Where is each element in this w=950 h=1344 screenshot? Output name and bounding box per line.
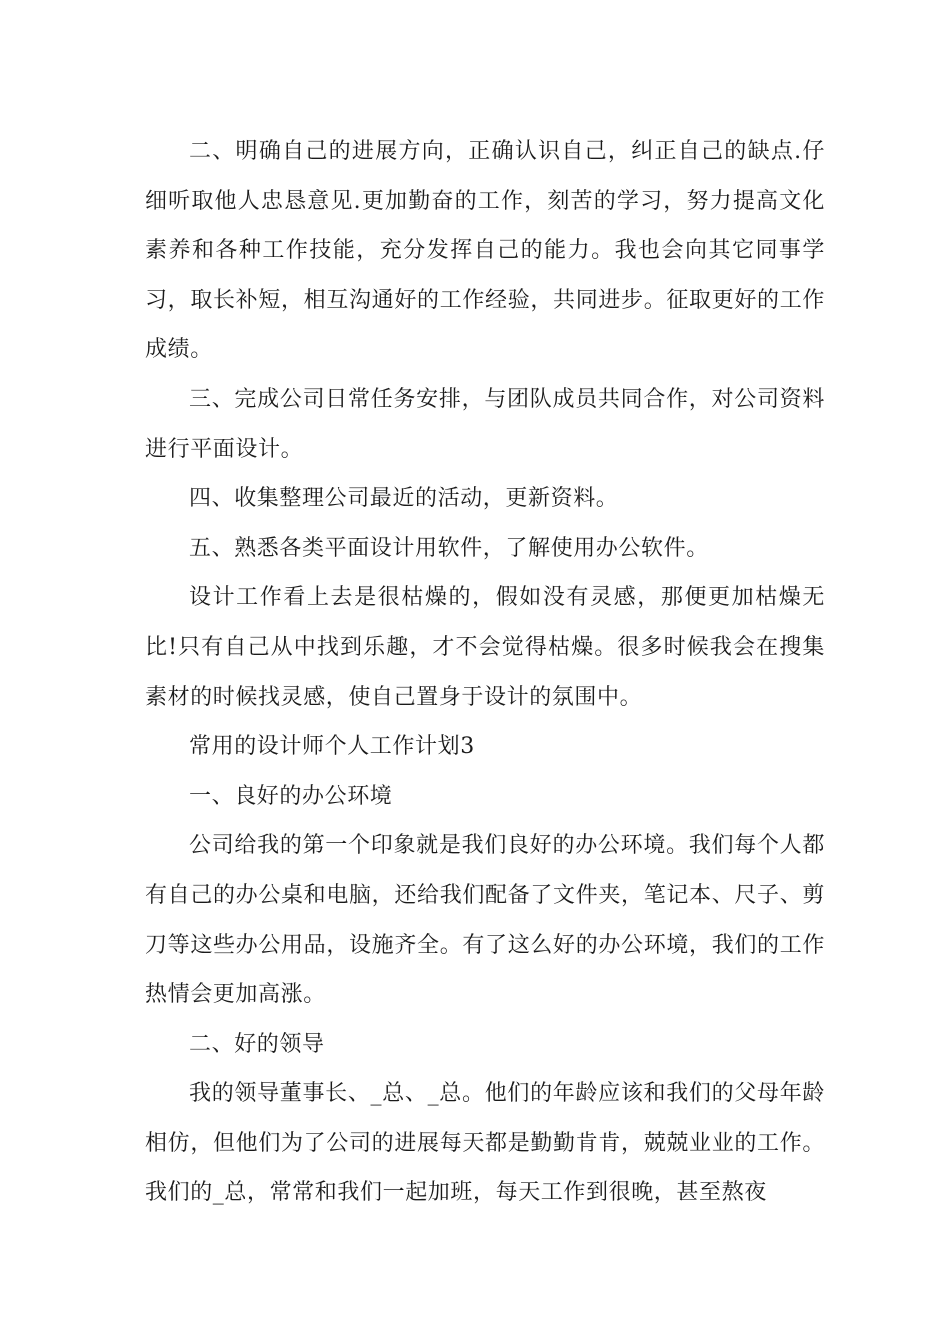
paragraph-good-leaders: 我的领导董事长、_总、_总。他们的年龄应该和我们的父母年龄相仿，但他们为了公司的进展每天都是勤勤肯肯，兢兢业业的工作。我们的_总，常常和我们一起加班，每天工作到很晚，甚至熬夜 — [145, 1081, 825, 1206]
subheading-good-leaders: 二、好的领导 — [189, 1031, 325, 1057]
document-body — [145, 127, 825, 1218]
paragraph-goal-three: 三、完成公司日常任务安排，与团队成员共同合作，对公司资料进行平面设计。 — [145, 386, 825, 462]
paragraph-office-environment: 公司给我的第一个印象就是我们良好的办公环境。我们每个人都有自己的办公桌和电脑，还给我们配备了文件夹，笔记本、尺子、剪刀等这些办公用品，设施齐全。有了这么好的办公环境，我们的工作热情会更加高涨。 — [145, 833, 825, 1008]
paragraph-goal-five: 五、熟悉各类平面设计用软件，了解使用办公软件。 — [189, 535, 709, 561]
paragraph-goal-two: 二、明确自己的进展方向，正确认识自己，纠正自己的缺点.仔细听取他人忠恳意见.更加勤奋的工作，刻苦的学习，努力提高文化素养和各种工作技能，充分发挥自己的能力。我也会向其它同事学习，取长补短，相互沟通好的工作经验，共同进步。征取更好的工作成绩。 — [145, 139, 825, 363]
section-heading-plan-3: 常用的设计师个人工作计划3 — [189, 734, 475, 760]
subheading-office-environment: 一、良好的办公环境 — [189, 783, 393, 809]
paragraph-goal-four: 四、收集整理公司最近的活动，更新资料。 — [189, 486, 619, 512]
paragraph-design-reflection: 设计工作看上去是很枯燥的，假如没有灵感，那便更加枯燥无比!只有自己从中找到乐趣，才不会觉得枯燥。很多时候我会在搜集素材的时候找灵感，使自己置身于设计的氛围中。 — [145, 585, 825, 710]
